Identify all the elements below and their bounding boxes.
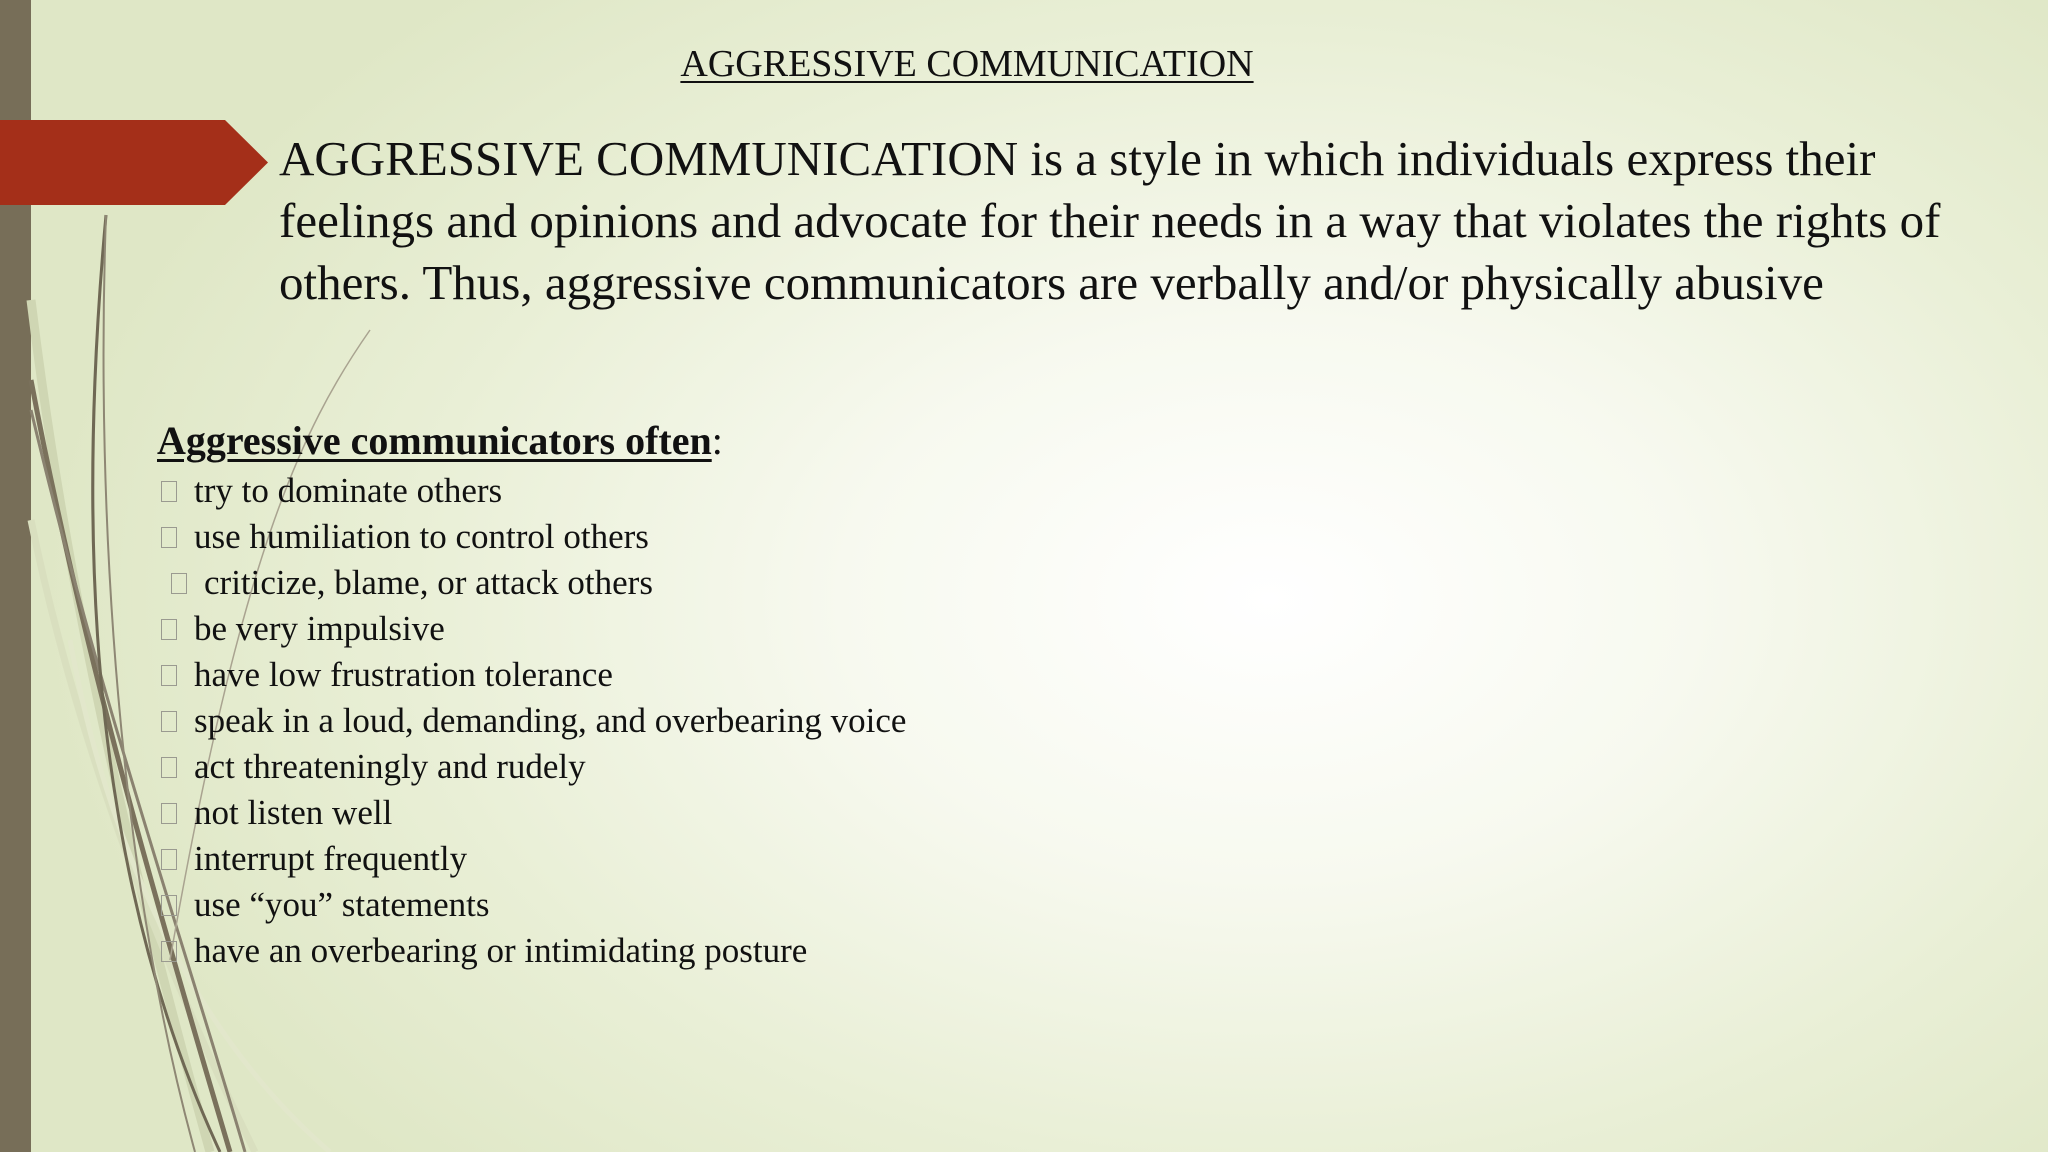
list-item	[157, 744, 906, 790]
bullet-box-icon	[161, 527, 177, 548]
bullet-box-icon	[161, 665, 177, 686]
list-item-text: not listen well	[194, 793, 393, 832]
list-item-text: have low frustration tolerance	[194, 655, 613, 694]
list-item	[157, 606, 906, 652]
list-item	[157, 468, 906, 514]
traits-list	[157, 468, 906, 974]
list-item	[157, 698, 906, 744]
list-item-text: interrupt frequently	[194, 839, 468, 878]
bullet-box-icon	[161, 481, 177, 502]
list-item	[157, 790, 906, 836]
list-item	[157, 560, 906, 606]
list-heading-colon: :	[711, 418, 723, 463]
bullet-box-icon	[161, 895, 177, 916]
list-item	[157, 652, 906, 698]
list-item-text: speak in a loud, demanding, and overbearing voice	[194, 701, 907, 740]
bullet-box-icon	[161, 757, 177, 778]
list-item	[157, 882, 906, 928]
list-item	[157, 928, 906, 974]
list-item-text: be very impulsive	[194, 609, 445, 648]
list-item-text: have an overbearing or intimidating posture	[194, 931, 808, 970]
list-item-text: act threateningly and rudely	[194, 747, 586, 786]
list-item-text: try to dominate others	[194, 471, 503, 510]
list-item-text: use “you” statements	[194, 885, 490, 924]
bullet-box-icon	[161, 711, 177, 732]
bullet-box-icon	[161, 619, 177, 640]
list-item	[157, 514, 906, 560]
slide-title: AGGRESSIVE COMMUNICATION	[680, 43, 1254, 85]
bullet-box-icon	[161, 941, 177, 962]
bullet-box-icon	[161, 803, 177, 824]
list-item-text: criticize, blame, or attack others	[204, 563, 653, 602]
definition-paragraph: AGGRESSIVE COMMUNICATION is a style in which individuals express their feelings and opinions and advocate for their needs in a way that violates the rights of others. Thus, aggressive communicators are verbally and/or physically abusive	[279, 131, 1941, 310]
bullet-box-icon	[161, 849, 177, 870]
arrow-tab-icon	[0, 120, 268, 205]
list-item	[157, 836, 906, 882]
bullet-box-icon	[171, 573, 187, 594]
list-item-text: use humiliation to control others	[194, 517, 649, 556]
list-heading	[157, 416, 723, 466]
list-heading-text: Aggressive communicators often	[157, 418, 712, 463]
